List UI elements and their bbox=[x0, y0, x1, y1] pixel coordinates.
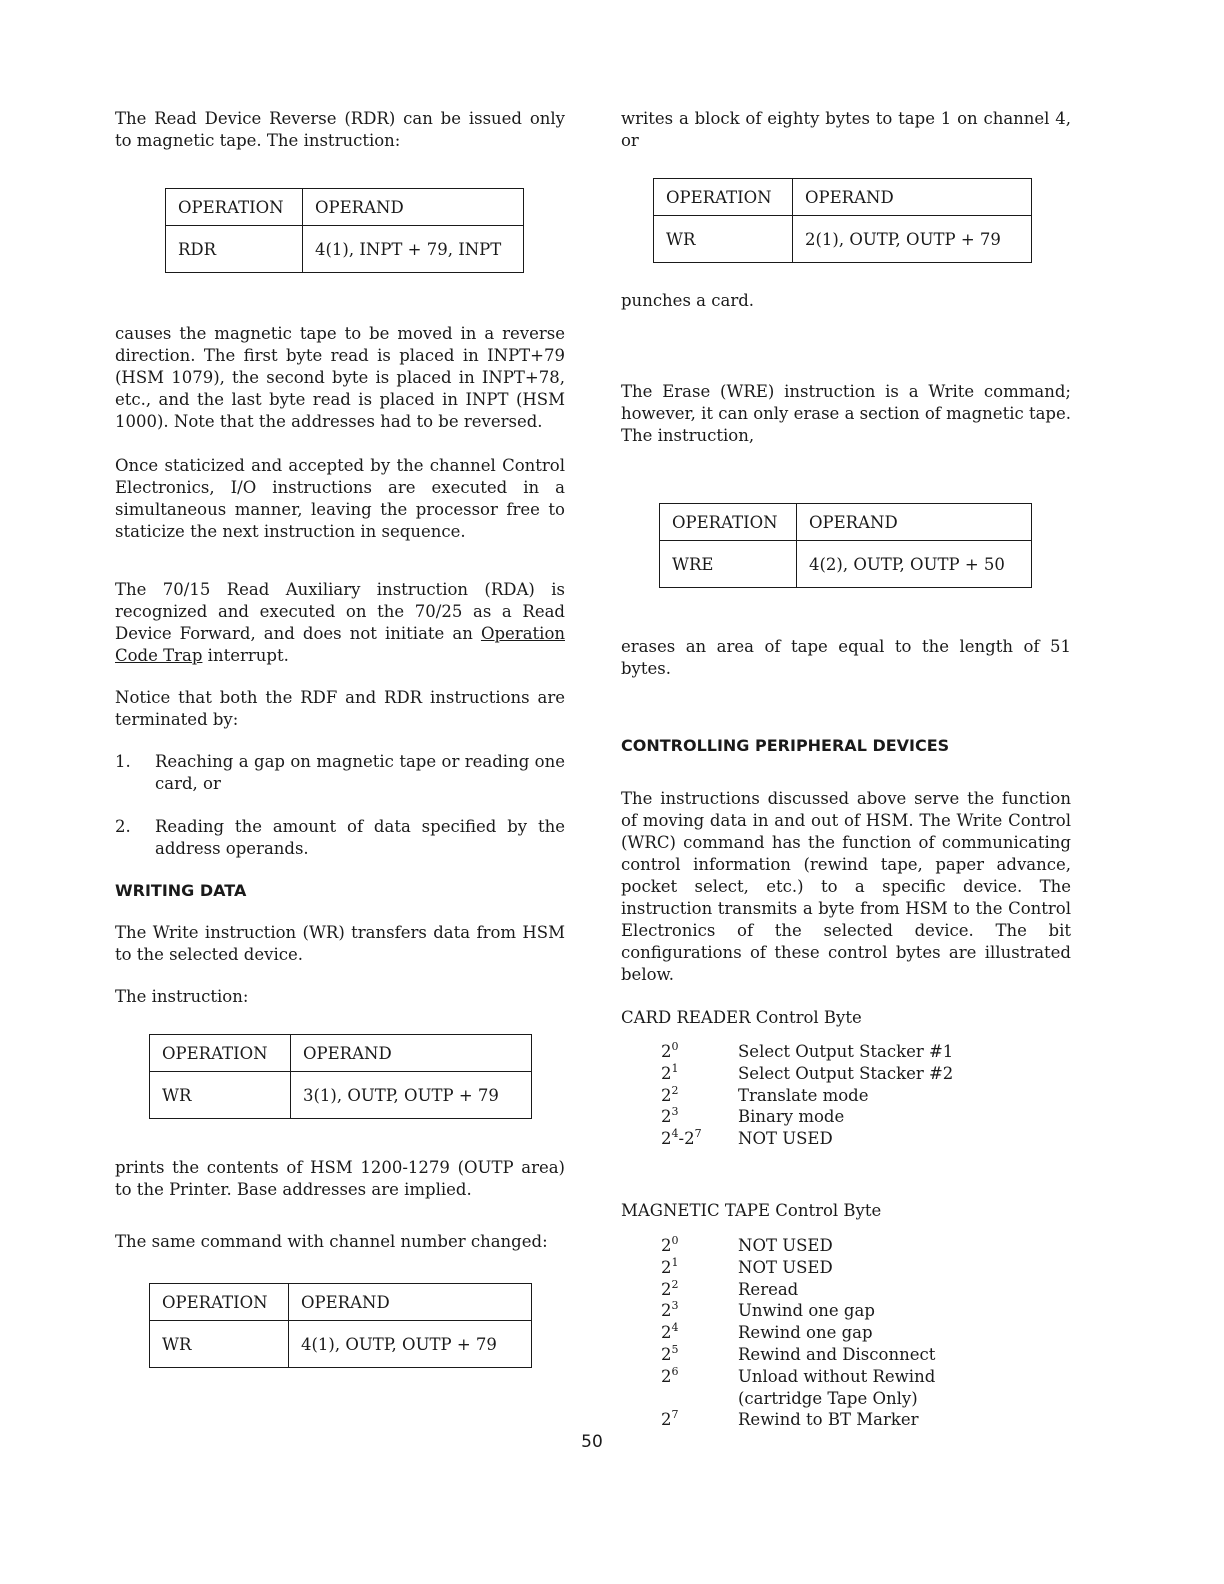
operation-code-trap-link: Operation Code Trap bbox=[115, 624, 565, 665]
bit-position: $2^4$ bbox=[661, 1321, 679, 1343]
printer-paragraph: prints the contents of HSM 1200-1279 (OUTP area) to the Printer. Base addresses are implied. bbox=[115, 1158, 565, 1199]
operation-header: OPERATION bbox=[654, 179, 793, 216]
punches-card-paragraph: punches a card. bbox=[621, 291, 755, 310]
operand-cell: 4(1), OUTP, OUTP + 79 bbox=[289, 1321, 532, 1368]
operation-header: OPERATION bbox=[150, 1035, 291, 1072]
rdr-intro-paragraph: The Read Device Reverse (RDR) can be issued only to magnetic tape. The instruction: bbox=[115, 109, 565, 150]
list-item bbox=[621, 1063, 1071, 1085]
bit-description: NOT USED bbox=[738, 1129, 833, 1149]
left-column bbox=[115, 108, 565, 1368]
rdr-explanation-paragraph: causes the magnetic tape to be moved in a reverse direction. The first byte read is placed in INPT+79 (HSM 1079), the second byte is placed in INPT+78, etc., and the last byte read is placed in INPT (HSM 1000). Note that the addresses had to be reversed. bbox=[115, 324, 565, 431]
bit-description: Reread bbox=[738, 1279, 799, 1299]
list-item bbox=[621, 1409, 1071, 1431]
operand-cell: 3(1), OUTP, OUTP + 79 bbox=[291, 1072, 532, 1119]
operation-cell: WR bbox=[150, 1072, 291, 1119]
list-item bbox=[621, 1257, 1071, 1279]
bit-description: Rewind to BT Marker bbox=[738, 1410, 919, 1430]
card-reader-title: CARD READER Control Byte bbox=[621, 1008, 862, 1027]
erase-paragraph: The Erase (WRE) instruction is a Write command; however, it can only erase a section of magnetic tape. The instruction, bbox=[621, 382, 1071, 445]
list-number: 1. bbox=[115, 752, 131, 771]
magnetic-tape-title: MAGNETIC TAPE Control Byte bbox=[621, 1200, 882, 1220]
bit-position: $2^0$ bbox=[661, 1040, 679, 1061]
bit-position: $2^6$ bbox=[661, 1364, 679, 1386]
list-item bbox=[621, 1106, 1071, 1128]
bit-position: $2^0$ bbox=[661, 1233, 679, 1255]
wr-printer-table bbox=[149, 1034, 532, 1119]
bit-description: Unload without Rewind (cartridge Tape Only) bbox=[738, 1366, 936, 1408]
the-instruction-label: The instruction: bbox=[115, 987, 249, 1006]
bit-description: Rewind and Disconnect bbox=[738, 1344, 936, 1364]
list-item bbox=[115, 751, 565, 795]
bit-position: $2^7$ bbox=[661, 1408, 679, 1430]
operation-cell: WRE bbox=[660, 541, 797, 588]
list-item bbox=[621, 1366, 1071, 1410]
right-column bbox=[621, 108, 1071, 1431]
bit-description: NOT USED bbox=[738, 1235, 833, 1255]
operand-header: OPERAND bbox=[303, 189, 524, 226]
bit-position: $2^2$ bbox=[661, 1277, 679, 1299]
operation-cell: WR bbox=[654, 216, 793, 263]
operation-cell: WR bbox=[150, 1321, 289, 1368]
rda-text-pre: The 70/15 Read Auxiliary instruction (RDA) is recognized and executed on the 70/25 as a Read Device Forward, and does not initiate an bbox=[115, 580, 565, 643]
terminated-paragraph: Notice that both the RDF and RDR instructions are terminated by: bbox=[115, 688, 565, 729]
operation-header: OPERATION bbox=[660, 504, 797, 541]
operand-cell: 4(1), INPT + 79, INPT bbox=[303, 226, 524, 273]
bit-position: $2^1$ bbox=[661, 1061, 679, 1083]
operand-header: OPERAND bbox=[291, 1035, 532, 1072]
list-item bbox=[621, 1128, 1071, 1150]
writes-block-paragraph: writes a block of eighty bytes to tape 1 on channel 4, or bbox=[621, 109, 1071, 150]
termination-list bbox=[115, 751, 565, 860]
bit-description: Rewind one gap bbox=[738, 1323, 873, 1343]
operand-header: OPERAND bbox=[797, 504, 1032, 541]
bit-position: $2^2$ bbox=[661, 1083, 679, 1105]
list-item bbox=[115, 816, 565, 860]
bit-description: Binary mode bbox=[738, 1107, 845, 1127]
bit-position: $2^3$ bbox=[661, 1299, 679, 1321]
list-item bbox=[621, 1322, 1071, 1344]
controlling-peripheral-devices-heading: CONTROLLING PERIPHERAL DEVICES bbox=[621, 736, 950, 755]
list-item bbox=[621, 1041, 1071, 1063]
list-item bbox=[621, 1279, 1071, 1301]
card-reader-bit-list bbox=[621, 1041, 1071, 1150]
bit-description: Unwind one gap bbox=[738, 1301, 875, 1321]
control-paragraph: The instructions discussed above serve the function of moving data in and out of HSM. The Write Control (WRC) command has the function of communicating control information (rewind tape, paper advance, pocket select, etc.) to a specific device. The instruction transmits a byte from HSM to the Control Electronics of the selected device. The bit configurations of these control bytes are illustrated below. bbox=[621, 789, 1071, 984]
list-item bbox=[621, 1300, 1071, 1322]
erases-area-paragraph: erases an area of tape equal to the length of 51 bytes. bbox=[621, 637, 1071, 678]
list-text: Reaching a gap on magnetic tape or reading one card, or bbox=[155, 752, 565, 793]
operand-cell: 4(2), OUTP, OUTP + 50 bbox=[797, 541, 1032, 588]
bit-position: $2^4-2^7$ bbox=[661, 1127, 702, 1149]
bit-description: Select Output Stacker #2 bbox=[738, 1063, 954, 1083]
page-number: 50 bbox=[581, 1432, 603, 1452]
list-item bbox=[621, 1085, 1071, 1107]
rda-paragraph bbox=[115, 579, 565, 667]
list-item bbox=[621, 1235, 1071, 1257]
bit-description: Translate mode bbox=[738, 1085, 869, 1105]
bit-position: $2^5$ bbox=[661, 1342, 679, 1364]
rdr-instruction-table bbox=[165, 188, 524, 273]
writing-data-heading: WRITING DATA bbox=[115, 881, 247, 900]
bit-description: NOT USED bbox=[738, 1257, 833, 1277]
bit-position: $2^3$ bbox=[661, 1105, 679, 1127]
operand-header: OPERAND bbox=[793, 179, 1032, 216]
bit-position: $2^1$ bbox=[661, 1255, 679, 1277]
operand-header: OPERAND bbox=[289, 1284, 532, 1321]
write-instruction-paragraph: The Write instruction (WR) transfers data from HSM to the selected device. bbox=[115, 923, 565, 964]
wr-tape-table bbox=[149, 1283, 532, 1368]
wr-punch-table bbox=[653, 178, 1032, 263]
wre-instruction-table bbox=[659, 503, 1032, 588]
operation-header: OPERATION bbox=[150, 1284, 289, 1321]
list-number: 2. bbox=[115, 817, 131, 836]
rda-text-post: interrupt. bbox=[202, 646, 289, 665]
staticize-paragraph: Once staticized and accepted by the channel Control Electronics, I/O instructions are executed in a simultaneous manner, leaving the processor free to staticize the next instruction in sequence. bbox=[115, 456, 565, 541]
bit-description: Select Output Stacker #1 bbox=[738, 1042, 954, 1061]
list-text: Reading the amount of data specified by the address operands. bbox=[155, 817, 565, 858]
channel-changed-paragraph: The same command with channel number changed: bbox=[115, 1232, 548, 1251]
operation-header: OPERATION bbox=[166, 189, 303, 226]
operand-cell: 2(1), OUTP, OUTP + 79 bbox=[793, 216, 1032, 263]
magnetic-tape-bit-list bbox=[621, 1235, 1071, 1431]
operation-cell: RDR bbox=[166, 226, 303, 273]
list-item bbox=[621, 1344, 1071, 1366]
